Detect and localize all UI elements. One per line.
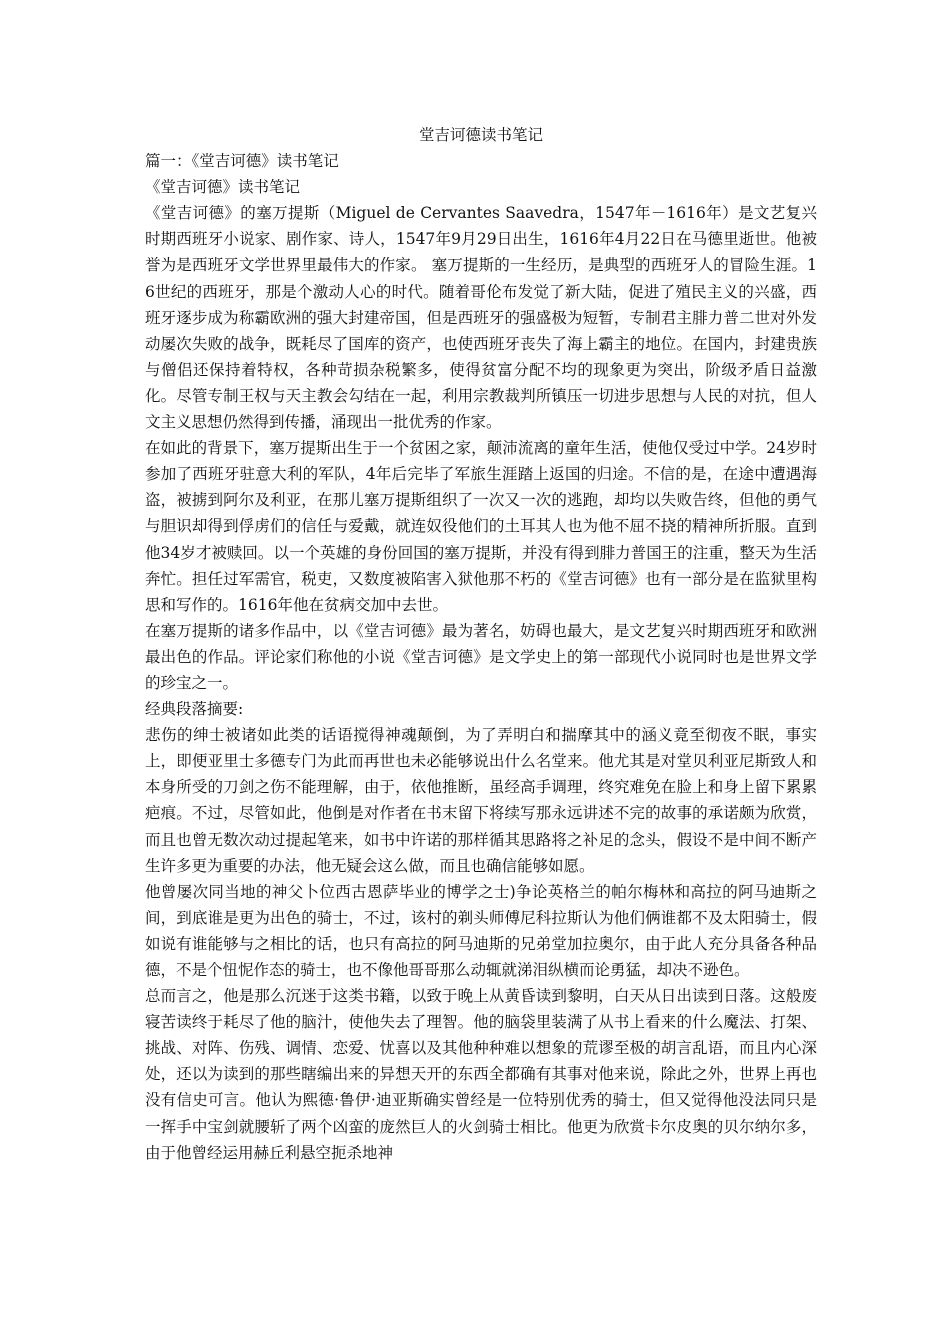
- excerpt-paragraph: 悲伤的绅士被诸如此类的话语搅得神魂颠倒，为了弄明白和揣摩其中的涵义竟至彻夜不眠，事实上，即便亚里士多德专门为此而再世也未必能够说出什么名堂来。他尤其是对堂贝利亚尼斯致人和本身所受的刀剑之伤不能理解，由于，依他推断，虽经高手调理，终究难免在脸上和身上留下累累疤痕。不过，尽管如此，他倒是对作者在书末留下将续写那永远讲述不完的故事的承诺颇为欣赏，而且也曾无数次动过提起笔来，如书中许诺的那样循其思路将之补足的念头，假设不是中间不断产生许多更为重要的办法，他无疑会这么做，而且也确信能够如愿。: [145, 726, 817, 875]
- excerpt-paragraph: 他曾屡次同当地的神父卜位西古恩萨毕业的博学之士)争论英格兰的帕尔梅林和高拉的阿马迪斯之间，到底谁是更为出色的骑士，不过，该村的剃头师傅尼科拉斯认为他们俩谁都不及太阳骑士，假如说有谁能够与之相比的话，也只有高拉的阿马迪斯的兄弟堂加拉奥尔，由于此人充分具备各种品德，不是个忸怩作态的骑士，也不像他哥哥那么动辄就涕泪纵横而论勇猛，却决不逊色。: [145, 882, 817, 979]
- paragraph-background: 在如此的背景下，塞万提斯出生于一个贫困之家，颠沛流离的童年生活，使他仅受过中学。24岁时参加了西班牙驻意大利的军队，4年后完毕了军旅生涯踏上返国的归途。不信的是，在途中遭遇海盗，被掳到阿尔及利亚，在那儿塞万提斯组织了一次又一次的逃跑，却均以失败告终，但他的勇气与胆识却得到俘虏们的信任与爱戴，就连奴役他们的土耳其人也为他不屈不挠的精神所折服。直到他34岁才被赎回。以一个英雄的身份回国的塞万提斯，并没有得到腓力普国王的注重，整天为生活奔忙。担任过军需官，税吏，又数度被陷害入狱他那不朽的《堂吉诃德》也有一部分是在监狱里构思和写作的。1616年他在贫病交加中去世。: [145, 439, 817, 614]
- document-title: 堂吉诃德读书笔记: [418, 126, 543, 144]
- subheading: 《堂吉诃德》读书笔记: [145, 178, 301, 197]
- excerpt-heading: 经典段落摘要:: [145, 700, 244, 719]
- section-heading: 篇一：《堂吉诃德》读书笔记: [145, 152, 339, 171]
- paragraph-author-bio: 《堂吉诃德》的塞万提斯（Miguel de Cervantes Saavedra，1547年－1616年）是文艺复兴时期西班牙小说家、剧作家、诗人，1547年9月29日出生，1616年4月22日在马德里逝世。他被誉为是西班牙文学世界里最伟大的作家。 塞万提斯的一生经历，是典型的西班牙人的冒险生涯。16世纪的西班牙，那是个激动人心的时代。随着哥伦布发觉了新大陆，促进了殖民主义的兴盛，西班牙逐步成为称霸欧洲的强大封建帝国，但是西班牙的强盛极为短暂，专制君主腓力普二世对外发动屡次失败的战争，既耗尽了国库的资产，也使西班牙丧失了海上霸主的地位。在国内，封建贵族与僧侣还保持着特权，各种苛损杂税繁多，使得贫富分配不均的现象更为突出，阶级矛盾日益激化。尽管专制王权与天主教会勾结在一起，利用宗教裁判所镇压一切进步思想与人民的对抗，但人文主义思想仍然得到传播，涌现出一批优秀的作家。: [145, 204, 817, 432]
- document-page: [145, 122, 817, 1166]
- paragraph-works: 在塞万提斯的诸多作品中，以《堂吉诃德》最为著名，妨碍也最大，是文艺复兴时期西班牙和欧洲最出色的作品。评论家们称他的小说《堂吉诃德》是文学史上的第一部现代小说同时也是世界文学的珍宝之一。: [145, 621, 817, 692]
- excerpt-paragraph: 总而言之，他是那么沉迷于这类书籍，以致于晚上从黄昏读到黎明，白天从日出读到日落。这般废寝苦读终于耗尽了他的脑汁，使他失去了理智。他的脑袋里装满了从书上看来的什么魔法、打架、挑战、对阵、伤残、调情、恋爱、忧喜以及其他种种难以想象的荒谬至极的胡言乱语，而且内心深处，还以为读到的那些瞎编出来的异想天开的东西全都确有其事对他来说，除此之外，世界上再也没有信史可言。他认为熙德·鲁伊·迪亚斯确实曾经是一位特别优秀的骑士，但又觉得他没法同只是一挥手中宝剑就腰斩了两个凶蛮的庞然巨人的火剑骑士相比。他更为欣赏卡尔皮奥的贝尔纳尔多，由于他曾经运用赫丘利悬空扼杀地神: [145, 987, 817, 1162]
